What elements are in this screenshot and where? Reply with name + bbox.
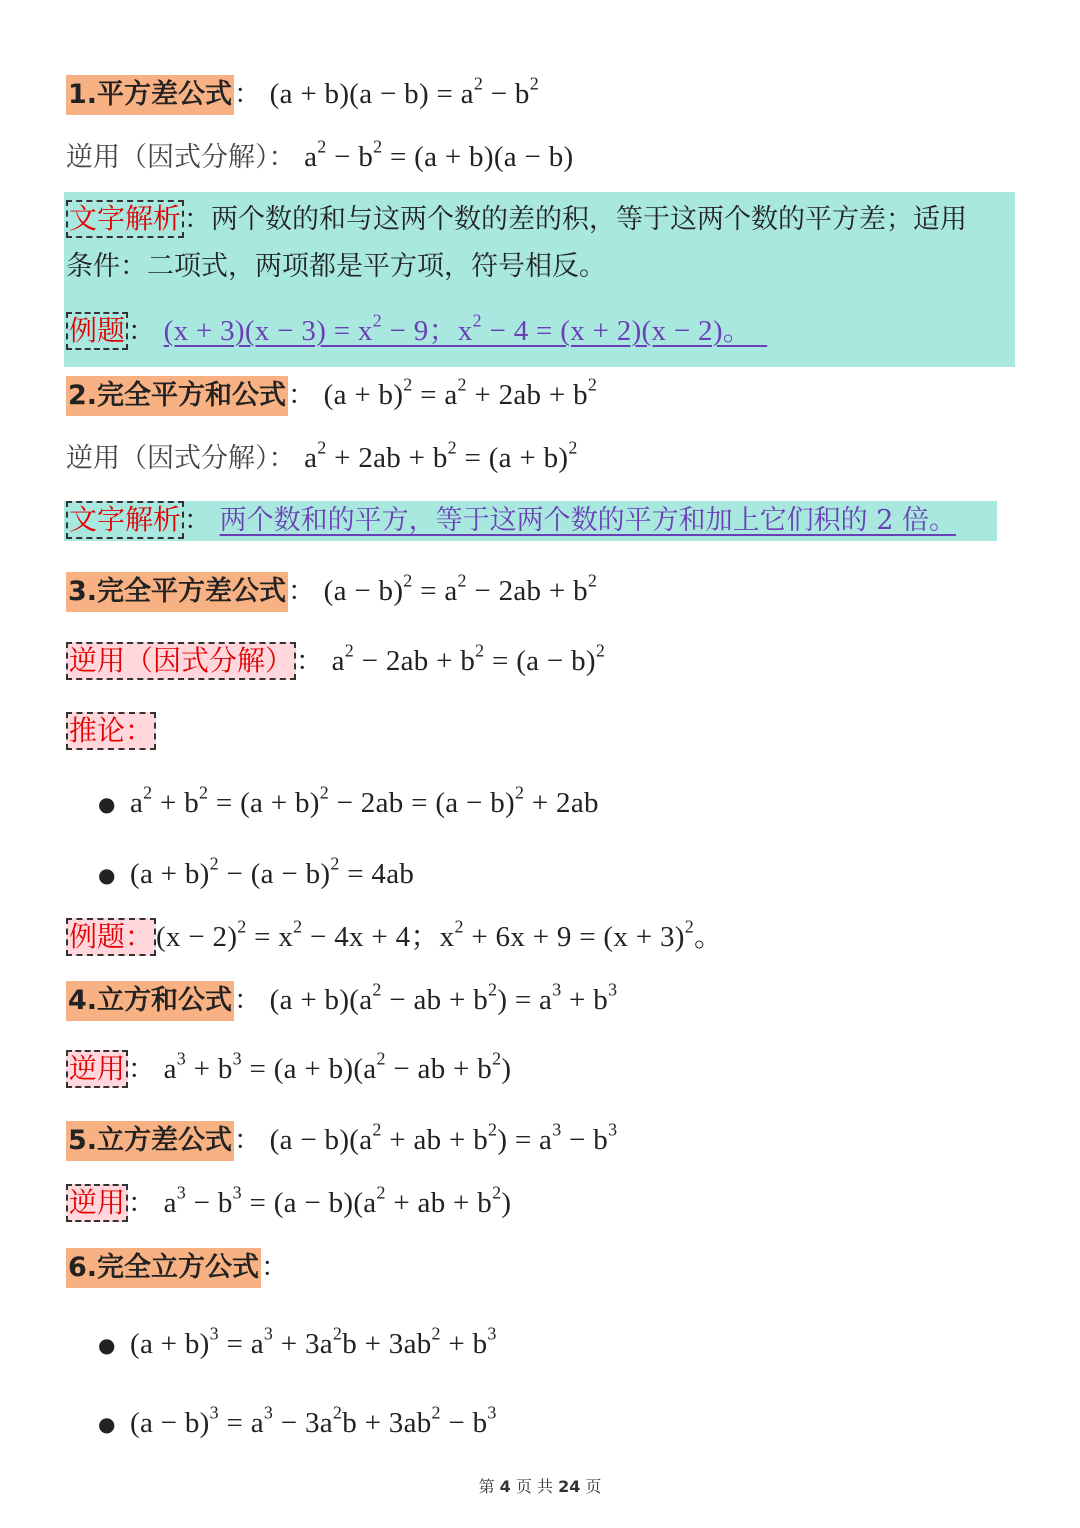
inference-tag: 推论： bbox=[66, 712, 156, 750]
s5-reverse-formula: $a^3 - b^3 = (a - b)(a^2$ + ab + $b^2$) bbox=[163, 1182, 512, 1219]
reverse-tag: 逆用 bbox=[66, 1050, 128, 1088]
s5-formula-line: 5.立方差公式： $(a - b)(a^2$ + ab + $b^2) = a^3 - b^3$ bbox=[66, 1120, 617, 1161]
reverse-tag: 逆用 bbox=[66, 1184, 128, 1222]
analysis-tag: 文字解析 bbox=[66, 200, 184, 238]
s6-heading-line: 6.完全立方公式： bbox=[66, 1248, 288, 1288]
s2-analysis-text: 两个数和的平方，等于这两个数的平方和加上它们积的 2 倍。 bbox=[219, 505, 956, 536]
s1-formula: $(a + b)(a - b) = a^2 - b^2$ bbox=[269, 73, 540, 110]
reverse-tag: 逆用（因式分解） bbox=[66, 642, 296, 680]
section-heading-2: 2.完全平方和公式 bbox=[66, 376, 288, 416]
s5-formula: $(a - b)(a^2$ + ab + $b^2) = a^3 - b^3$ bbox=[269, 1119, 618, 1156]
s1-example-formula: $(x + 3)(x - 3) = x^2 - 9$；$x^2 - 4 = (x + 2)(x - 2)$。 bbox=[163, 310, 753, 347]
example-tag: 例题： bbox=[66, 918, 156, 956]
s1-formula-line: 1.平方差公式： $(a + b)(a - b) = a^2 - b^2$ bbox=[66, 74, 539, 115]
reverse-label: 逆用（因式分解）： bbox=[66, 443, 296, 474]
s2-reverse-line bbox=[66, 438, 578, 479]
s3-formula-line: 3.完全平方差公式： $(a - b)^2 = a^2 - 2ab + b^2$ bbox=[66, 571, 597, 612]
analysis-tag: 文字解析 bbox=[66, 501, 184, 539]
page-total: 24 bbox=[558, 1477, 581, 1496]
section-heading-1: 1.平方差公式 bbox=[66, 75, 234, 115]
s4-reverse-line: 逆用 ： $a^3 + b^3 = (a + b)(a^2$ − ab + $b^2$) bbox=[66, 1049, 511, 1090]
s2-formula-line: 2.完全平方和公式： $(a + b)^2 = a^2 + 2ab + b^2$ bbox=[66, 375, 597, 416]
section-heading-3: 3.完全平方差公式 bbox=[66, 572, 288, 612]
s2-analysis-line: 文字解析 ： 两个数和的平方，等于这两个数的平方和加上它们积的 2 倍。 bbox=[66, 501, 956, 541]
s3-inference-line bbox=[66, 712, 156, 752]
bullet-icon: ● bbox=[98, 792, 116, 816]
s6-bullet-2: $(a - b)^3 = a^3 - 3a^2b + 3ab^2 - b^3$ bbox=[130, 1402, 497, 1439]
s2-formula: $(a + b)^2 = a^2 + 2ab + b^2$ bbox=[323, 374, 598, 411]
s3-bullet-2: $(a + b)^2 - (a - b)^2 = 4ab$ bbox=[130, 853, 415, 890]
bullet-icon: ● bbox=[98, 863, 116, 887]
section-heading-4: 4.立方和公式 bbox=[66, 981, 234, 1021]
section-heading-6: 6.完全立方公式 bbox=[66, 1248, 261, 1288]
example-tag: 例题 bbox=[66, 312, 128, 350]
s1-reverse-line bbox=[66, 137, 573, 178]
s3-reverse-line: 逆用（因式分解） ： $a^2 - 2ab + b^2 = (a - b)^2$ bbox=[66, 641, 605, 682]
s4-reverse-formula: $a^3 + b^3 = (a + b)(a^2$ − ab + $b^2$) bbox=[163, 1048, 512, 1085]
s1-analysis-line2: 条件：二项式，两项都是平方项，符号相反。 bbox=[66, 251, 606, 282]
s1-analysis-line1: 文字解析 ：两个数的和与这两个数的差的积，等于这两个数的平方差；适用 bbox=[66, 200, 967, 240]
s3-example-line bbox=[66, 917, 723, 958]
bullet-icon: ● bbox=[98, 1333, 116, 1357]
s1-example-line: 例题 ： $(x + 3)(x - 3) = x^2 - 9$；$x^2 - 4 = (x + 2)(x - 2)$。 bbox=[66, 311, 767, 352]
s2-reverse-formula: $a^2 + 2ab + b^2 = (a + b)^2$ bbox=[304, 437, 578, 474]
s6-bullet-1: $(a + b)^3 = a^3 + 3a^2b + 3ab^2 + b^3$ bbox=[130, 1323, 497, 1360]
s5-reverse-line: 逆用 ： $a^3 - b^3 = (a - b)(a^2$ + ab + $b^2$) bbox=[66, 1183, 511, 1224]
reverse-label: 逆用（因式分解）： bbox=[66, 142, 296, 173]
s4-formula: $(a + b)(a^2$ − ab + $b^2) = a^3 + b^3$ bbox=[269, 979, 618, 1016]
s1-reverse-formula: $a^2 - b^2 = (a + b)(a - b)$ bbox=[304, 136, 574, 173]
s3-reverse-formula: $a^2 - 2ab + b^2 = (a - b)^2$ bbox=[331, 640, 606, 677]
bullet-icon: ● bbox=[98, 1412, 116, 1436]
page-number: 4 bbox=[499, 1477, 511, 1496]
s3-bullet-1: $a^2 + b^2 = (a + b)^2 - 2ab = (a - b)^2 + 2ab$ bbox=[130, 782, 599, 819]
s3-formula: $(a - b)^2 = a^2 - 2ab + b^2$ bbox=[323, 570, 598, 607]
s3-example-formula: $(x - 2)^2 = x^2 - 4x + 4$；$x^2 + 6x + 9 = (x + 3)^2$。 bbox=[156, 916, 724, 953]
section-heading-5: 5.立方差公式 bbox=[66, 1121, 234, 1161]
page-footer: 第 4 页 共 24 页 bbox=[478, 1477, 602, 1496]
s4-formula-line: 4.立方和公式： $(a + b)(a^2$ − ab + $b^2) = a^3 + b^3$ bbox=[66, 980, 617, 1021]
